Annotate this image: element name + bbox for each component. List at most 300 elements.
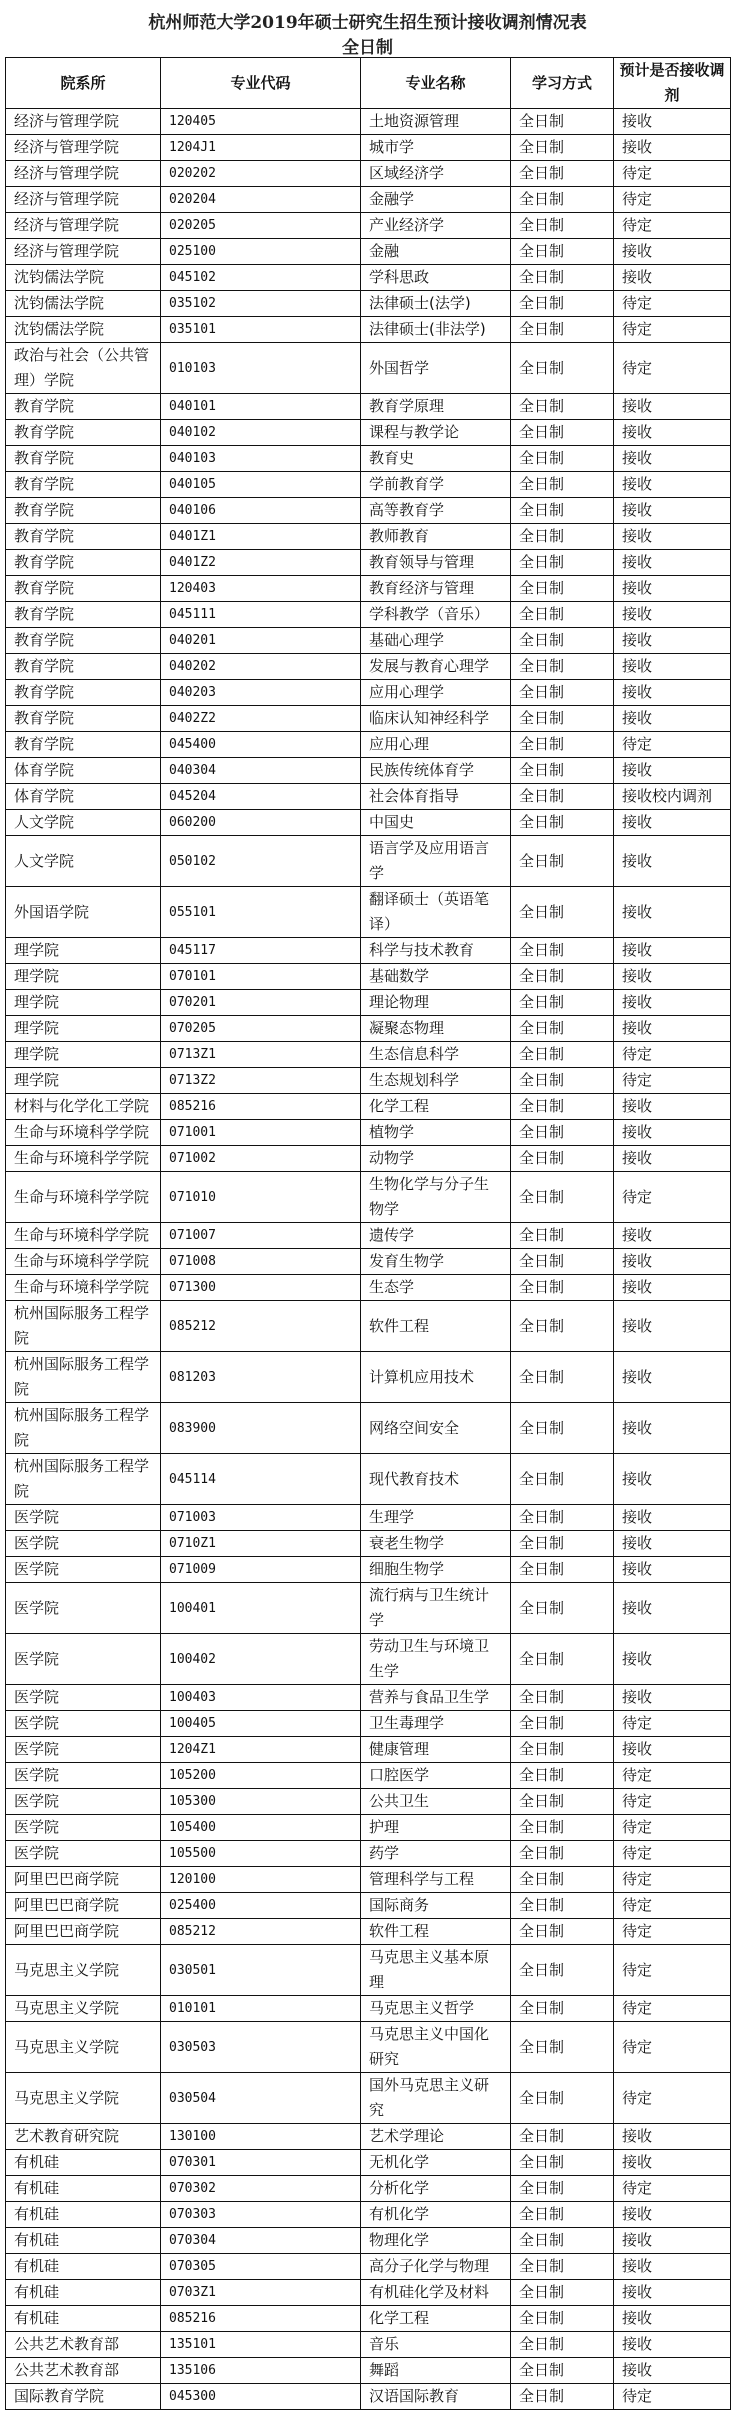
adjustment-status-cell: 接收 — [614, 1557, 731, 1583]
major-name-cell: 生态规划科学 — [361, 1068, 511, 1094]
table-row — [6, 2073, 731, 2124]
adjustment-status-cell: 待定 — [614, 187, 731, 213]
department-cell: 教育学院 — [6, 680, 161, 706]
major-name-cell: 生态信息科学 — [361, 1042, 511, 1068]
study-mode-cell: 全日制 — [511, 1841, 614, 1867]
study-mode-cell: 全日制 — [511, 135, 614, 161]
table-row — [6, 2332, 731, 2358]
major-name-cell: 基础心理学 — [361, 628, 511, 654]
table-row — [6, 420, 731, 446]
major-name-cell: 软件工程 — [361, 1919, 511, 1945]
major-name-cell: 临床认知神经科学 — [361, 706, 511, 732]
study-mode-cell: 全日制 — [511, 1737, 614, 1763]
major-code-cell: 0401Z2 — [161, 550, 361, 576]
major-name-cell: 物理化学 — [361, 2228, 511, 2254]
adjustment-status-cell: 待定 — [614, 1945, 731, 1996]
major-code-cell: 085212 — [161, 1301, 361, 1352]
major-name-cell: 无机化学 — [361, 2150, 511, 2176]
major-code-cell: 040202 — [161, 654, 361, 680]
study-mode-cell: 全日制 — [511, 420, 614, 446]
major-code-cell: 025100 — [161, 239, 361, 265]
major-code-cell: 0401Z1 — [161, 524, 361, 550]
study-mode-cell: 全日制 — [511, 1763, 614, 1789]
major-code-cell: 1204Z1 — [161, 1737, 361, 1763]
department-cell: 教育学院 — [6, 550, 161, 576]
adjustment-status-cell: 待定 — [614, 213, 731, 239]
major-name-cell: 生态学 — [361, 1275, 511, 1301]
study-mode-cell: 全日制 — [511, 1685, 614, 1711]
department-cell: 体育学院 — [6, 784, 161, 810]
department-cell: 生命与环境科学学院 — [6, 1249, 161, 1275]
table-row — [6, 1583, 731, 1634]
table-row — [6, 628, 731, 654]
major-name-cell: 艺术学理论 — [361, 2124, 511, 2150]
major-name-cell: 产业经济学 — [361, 213, 511, 239]
adjustment-status-cell: 接收 — [614, 628, 731, 654]
study-mode-cell: 全日制 — [511, 2254, 614, 2280]
study-mode-cell: 全日制 — [511, 524, 614, 550]
study-mode-cell: 全日制 — [511, 836, 614, 887]
major-name-cell: 舞蹈 — [361, 2358, 511, 2384]
major-name-cell: 衰老生物学 — [361, 1531, 511, 1557]
study-mode-cell: 全日制 — [511, 1223, 614, 1249]
department-cell: 有机硅 — [6, 2254, 161, 2280]
major-name-cell: 凝聚态物理 — [361, 1016, 511, 1042]
study-mode-cell: 全日制 — [511, 1249, 614, 1275]
study-mode-cell: 全日制 — [511, 1583, 614, 1634]
major-name-cell: 卫生毒理学 — [361, 1711, 511, 1737]
table-row — [6, 654, 731, 680]
major-code-cell: 020202 — [161, 161, 361, 187]
department-cell: 杭州国际服务工程学院 — [6, 1454, 161, 1505]
adjustment-status-cell: 接收 — [614, 2332, 731, 2358]
department-cell: 外国语学院 — [6, 887, 161, 938]
table-row — [6, 1711, 731, 1737]
adjustment-status-cell: 接收 — [614, 472, 731, 498]
major-name-cell: 护理 — [361, 1815, 511, 1841]
department-cell: 生命与环境科学学院 — [6, 1223, 161, 1249]
table-row — [6, 550, 731, 576]
major-code-cell: 060200 — [161, 810, 361, 836]
adjustment-status-cell: 待定 — [614, 1789, 731, 1815]
study-mode-cell: 全日制 — [511, 576, 614, 602]
major-code-cell: 0703Z1 — [161, 2280, 361, 2306]
major-code-cell: 070301 — [161, 2150, 361, 2176]
department-cell: 人文学院 — [6, 810, 161, 836]
major-code-cell: 040201 — [161, 628, 361, 654]
study-mode-cell: 全日制 — [511, 1531, 614, 1557]
major-name-cell: 金融 — [361, 239, 511, 265]
adjustment-status-cell: 待定 — [614, 1042, 731, 1068]
adjustment-status-cell: 接收 — [614, 758, 731, 784]
major-name-cell: 法律硕士(非法学) — [361, 317, 511, 343]
department-cell: 医学院 — [6, 1841, 161, 1867]
table-row — [6, 1841, 731, 1867]
adjustment-status-cell: 接收 — [614, 2202, 731, 2228]
adjustment-status-cell: 接收 — [614, 2124, 731, 2150]
study-mode-cell: 全日制 — [511, 1996, 614, 2022]
study-mode-cell: 全日制 — [511, 343, 614, 394]
major-name-cell: 药学 — [361, 1841, 511, 1867]
department-cell: 政治与社会（公共管理）学院 — [6, 343, 161, 394]
adjustment-status-cell: 接收 — [614, 1583, 731, 1634]
major-code-cell: 1204J1 — [161, 135, 361, 161]
department-cell: 教育学院 — [6, 420, 161, 446]
table-row — [6, 2228, 731, 2254]
study-mode-cell: 全日制 — [511, 2150, 614, 2176]
department-cell: 教育学院 — [6, 498, 161, 524]
major-code-cell: 045117 — [161, 938, 361, 964]
major-name-cell: 学科思政 — [361, 265, 511, 291]
table-row — [6, 2176, 731, 2202]
major-code-cell: 130100 — [161, 2124, 361, 2150]
major-code-cell: 045400 — [161, 732, 361, 758]
study-mode-cell: 全日制 — [511, 887, 614, 938]
adjustment-status-cell: 接收 — [614, 1016, 731, 1042]
table-row — [6, 524, 731, 550]
study-mode-cell: 全日制 — [511, 1919, 614, 1945]
department-cell: 人文学院 — [6, 836, 161, 887]
adjustment-status-cell: 待定 — [614, 1763, 731, 1789]
study-mode-cell: 全日制 — [511, 1146, 614, 1172]
department-cell: 阿里巴巴商学院 — [6, 1867, 161, 1893]
study-mode-cell: 全日制 — [511, 1789, 614, 1815]
major-code-cell: 030503 — [161, 2022, 361, 2073]
study-mode-cell: 全日制 — [511, 964, 614, 990]
table-row — [6, 1996, 731, 2022]
adjustment-status-cell: 接收 — [614, 1531, 731, 1557]
major-code-cell: 105300 — [161, 1789, 361, 1815]
department-cell: 教育学院 — [6, 576, 161, 602]
department-cell: 生命与环境科学学院 — [6, 1120, 161, 1146]
adjustment-status-cell: 接收 — [614, 602, 731, 628]
department-cell: 阿里巴巴商学院 — [6, 1919, 161, 1945]
major-code-cell: 035101 — [161, 317, 361, 343]
department-cell: 经济与管理学院 — [6, 187, 161, 213]
major-code-cell: 020204 — [161, 187, 361, 213]
table-row — [6, 472, 731, 498]
major-name-cell: 教育领导与管理 — [361, 550, 511, 576]
table-row — [6, 576, 731, 602]
table-row — [6, 758, 731, 784]
major-name-cell: 营养与食品卫生学 — [361, 1685, 511, 1711]
table-row — [6, 1531, 731, 1557]
table-row — [6, 680, 731, 706]
major-name-cell: 分析化学 — [361, 2176, 511, 2202]
table-row — [6, 2358, 731, 2384]
study-mode-cell: 全日制 — [511, 990, 614, 1016]
department-cell: 公共艺术教育部 — [6, 2332, 161, 2358]
study-mode-cell: 全日制 — [511, 550, 614, 576]
table-row — [6, 964, 731, 990]
department-cell: 教育学院 — [6, 628, 161, 654]
major-code-cell: 070205 — [161, 1016, 361, 1042]
study-mode-cell: 全日制 — [511, 1711, 614, 1737]
study-mode-cell: 全日制 — [511, 2124, 614, 2150]
adjustment-status-cell: 接收 — [614, 2150, 731, 2176]
page-title: 杭州师范大学2019年硕士研究生招生预计接收调剂情况表 — [148, 13, 587, 33]
department-cell: 医学院 — [6, 1763, 161, 1789]
department-cell: 有机硅 — [6, 2150, 161, 2176]
study-mode-cell: 全日制 — [511, 1275, 614, 1301]
major-name-cell: 土地资源管理 — [361, 109, 511, 135]
study-mode-cell: 全日制 — [511, 1945, 614, 1996]
major-name-cell: 应用心理 — [361, 732, 511, 758]
header-study-mode: 学习方式 — [511, 58, 614, 109]
major-name-cell: 教育史 — [361, 446, 511, 472]
major-name-cell: 国际商务 — [361, 1893, 511, 1919]
department-cell: 医学院 — [6, 1634, 161, 1685]
department-cell: 理学院 — [6, 938, 161, 964]
major-name-cell: 化学工程 — [361, 2306, 511, 2332]
study-mode-cell: 全日制 — [511, 2332, 614, 2358]
department-cell: 马克思主义学院 — [6, 2022, 161, 2073]
study-mode-cell: 全日制 — [511, 654, 614, 680]
adjustment-status-cell: 待定 — [614, 1919, 731, 1945]
study-mode-cell: 全日制 — [511, 2358, 614, 2384]
major-code-cell: 050102 — [161, 836, 361, 887]
major-code-cell: 040304 — [161, 758, 361, 784]
adjustment-status-cell: 待定 — [614, 2022, 731, 2073]
major-code-cell: 010103 — [161, 343, 361, 394]
adjustment-status-cell: 待定 — [614, 317, 731, 343]
table-row — [6, 1146, 731, 1172]
department-cell: 国际教育学院 — [6, 2384, 161, 2410]
table-row — [6, 135, 731, 161]
major-code-cell: 085216 — [161, 2306, 361, 2332]
major-name-cell: 科学与技术教育 — [361, 938, 511, 964]
adjustment-status-cell: 接收 — [614, 2358, 731, 2384]
table-row — [6, 1634, 731, 1685]
major-code-cell: 120403 — [161, 576, 361, 602]
adjustment-status-cell: 接收 — [614, 135, 731, 161]
study-mode-cell: 全日制 — [511, 472, 614, 498]
study-mode-cell: 全日制 — [511, 446, 614, 472]
adjustment-status-cell: 接收 — [614, 1403, 731, 1454]
major-name-cell: 公共卫生 — [361, 1789, 511, 1815]
adjustment-status-cell: 接收 — [614, 550, 731, 576]
major-name-cell: 口腔医学 — [361, 1763, 511, 1789]
table-row — [6, 2150, 731, 2176]
department-cell: 有机硅 — [6, 2280, 161, 2306]
department-cell: 教育学院 — [6, 394, 161, 420]
major-code-cell: 035102 — [161, 291, 361, 317]
major-name-cell: 马克思主义哲学 — [361, 1996, 511, 2022]
study-mode-cell: 全日制 — [511, 265, 614, 291]
table-row — [6, 109, 731, 135]
table-row — [6, 213, 731, 239]
adjustment-status-cell: 接收 — [614, 2280, 731, 2306]
study-mode-cell: 全日制 — [511, 1505, 614, 1531]
major-code-cell: 0402Z2 — [161, 706, 361, 732]
table-row — [6, 1685, 731, 1711]
major-code-cell: 025400 — [161, 1893, 361, 1919]
major-name-cell: 教育经济与管理 — [361, 576, 511, 602]
major-name-cell: 音乐 — [361, 2332, 511, 2358]
table-row — [6, 1763, 731, 1789]
adjustment-status-cell: 接收 — [614, 654, 731, 680]
major-code-cell: 071001 — [161, 1120, 361, 1146]
major-code-cell: 0710Z1 — [161, 1531, 361, 1557]
adjustment-status-cell: 接收 — [614, 1685, 731, 1711]
adjustment-status-cell: 接收 — [614, 2254, 731, 2280]
adjustment-status-cell: 接收 — [614, 394, 731, 420]
department-cell: 经济与管理学院 — [6, 239, 161, 265]
study-mode-cell: 全日制 — [511, 758, 614, 784]
major-name-cell: 学前教育学 — [361, 472, 511, 498]
department-cell: 经济与管理学院 — [6, 109, 161, 135]
table-row — [6, 1945, 731, 1996]
adjustment-status-cell: 接收 — [614, 1634, 731, 1685]
major-name-cell: 马克思主义基本原理 — [361, 1945, 511, 1996]
adjustment-status-cell: 接收 — [614, 990, 731, 1016]
table-row — [6, 265, 731, 291]
major-name-cell: 遗传学 — [361, 1223, 511, 1249]
department-cell: 医学院 — [6, 1531, 161, 1557]
major-code-cell: 120405 — [161, 109, 361, 135]
table-row — [6, 990, 731, 1016]
major-name-cell: 流行病与卫生统计学 — [361, 1583, 511, 1634]
adjustment-status-cell: 接收 — [614, 420, 731, 446]
table-row — [6, 2124, 731, 2150]
table-row — [6, 1068, 731, 1094]
study-mode-cell: 全日制 — [511, 1068, 614, 1094]
study-mode-cell: 全日制 — [511, 317, 614, 343]
department-cell: 杭州国际服务工程学院 — [6, 1403, 161, 1454]
department-cell: 理学院 — [6, 1016, 161, 1042]
study-mode-cell: 全日制 — [511, 213, 614, 239]
major-name-cell: 生物化学与分子生物学 — [361, 1172, 511, 1223]
major-name-cell: 软件工程 — [361, 1301, 511, 1352]
major-code-cell: 0713Z2 — [161, 1068, 361, 1094]
table-row — [6, 1275, 731, 1301]
major-name-cell: 化学工程 — [361, 1094, 511, 1120]
department-cell: 生命与环境科学学院 — [6, 1172, 161, 1223]
table-row — [6, 1120, 731, 1146]
table-row — [6, 836, 731, 887]
department-cell: 有机硅 — [6, 2202, 161, 2228]
table-row — [6, 2254, 731, 2280]
major-code-cell: 070101 — [161, 964, 361, 990]
department-cell: 体育学院 — [6, 758, 161, 784]
adjustment-status-cell: 待定 — [614, 1711, 731, 1737]
study-mode-cell: 全日制 — [511, 1352, 614, 1403]
major-code-cell: 040102 — [161, 420, 361, 446]
adjustment-status-cell: 接收 — [614, 1737, 731, 1763]
department-cell: 公共艺术教育部 — [6, 2358, 161, 2384]
major-name-cell: 教育学原理 — [361, 394, 511, 420]
major-name-cell: 发展与教育心理学 — [361, 654, 511, 680]
major-name-cell: 生理学 — [361, 1505, 511, 1531]
table-row — [6, 1454, 731, 1505]
department-cell: 沈钧儒法学院 — [6, 265, 161, 291]
table-row — [6, 1557, 731, 1583]
adjustment-status-cell: 接收 — [614, 109, 731, 135]
header-major-code: 专业代码 — [161, 58, 361, 109]
study-mode-cell: 全日制 — [511, 2228, 614, 2254]
major-code-cell: 070302 — [161, 2176, 361, 2202]
adjustment-status-cell: 待定 — [614, 1815, 731, 1841]
adjustment-status-cell: 接收 — [614, 576, 731, 602]
major-code-cell: 070304 — [161, 2228, 361, 2254]
table-row — [6, 1223, 731, 1249]
major-name-cell: 金融学 — [361, 187, 511, 213]
adjustment-status-cell: 接收 — [614, 1505, 731, 1531]
major-code-cell: 100403 — [161, 1685, 361, 1711]
major-name-cell: 翻译硕士（英语笔译） — [361, 887, 511, 938]
major-name-cell: 中国史 — [361, 810, 511, 836]
adjustment-status-cell: 待定 — [614, 1867, 731, 1893]
department-cell: 医学院 — [6, 1815, 161, 1841]
major-code-cell: 030504 — [161, 2073, 361, 2124]
adjustment-status-cell: 待定 — [614, 2384, 731, 2410]
major-name-cell: 马克思主义中国化研究 — [361, 2022, 511, 2073]
study-mode-cell: 全日制 — [511, 810, 614, 836]
department-cell: 马克思主义学院 — [6, 1996, 161, 2022]
department-cell: 医学院 — [6, 1685, 161, 1711]
major-code-cell: 100402 — [161, 1634, 361, 1685]
department-cell: 经济与管理学院 — [6, 161, 161, 187]
table-row — [6, 1737, 731, 1763]
department-cell: 医学院 — [6, 1557, 161, 1583]
adjustment-status-cell: 接收 — [614, 1352, 731, 1403]
major-code-cell: 040106 — [161, 498, 361, 524]
study-mode-cell: 全日制 — [511, 1016, 614, 1042]
study-mode-cell: 全日制 — [511, 2384, 614, 2410]
adjustment-status-cell: 接收 — [614, 2228, 731, 2254]
major-code-cell: 045204 — [161, 784, 361, 810]
study-mode-cell: 全日制 — [511, 1867, 614, 1893]
study-mode-cell: 全日制 — [511, 1815, 614, 1841]
major-code-cell: 070201 — [161, 990, 361, 1016]
major-code-cell: 045300 — [161, 2384, 361, 2410]
adjustment-status-cell: 接收 — [614, 1454, 731, 1505]
study-mode-cell: 全日制 — [511, 2280, 614, 2306]
table-row — [6, 887, 731, 938]
table-row — [6, 1403, 731, 1454]
adjustment-status-cell: 接收 — [614, 524, 731, 550]
table-row — [6, 732, 731, 758]
department-cell: 杭州国际服务工程学院 — [6, 1301, 161, 1352]
department-cell: 教育学院 — [6, 472, 161, 498]
major-name-cell: 植物学 — [361, 1120, 511, 1146]
major-name-cell: 应用心理学 — [361, 680, 511, 706]
major-name-cell: 现代教育技术 — [361, 1454, 511, 1505]
adjustment-status-cell: 待定 — [614, 343, 731, 394]
table-row — [6, 1815, 731, 1841]
study-mode-cell: 全日制 — [511, 239, 614, 265]
major-name-cell: 高等教育学 — [361, 498, 511, 524]
major-code-cell: 070305 — [161, 2254, 361, 2280]
department-cell: 沈钧儒法学院 — [6, 317, 161, 343]
adjustment-status-cell: 接收校内调剂 — [614, 784, 731, 810]
department-cell: 医学院 — [6, 1737, 161, 1763]
header-department: 院系所 — [6, 58, 161, 109]
table-header-row — [6, 58, 731, 109]
table-row — [6, 2022, 731, 2073]
study-mode-cell: 全日制 — [511, 1172, 614, 1223]
adjustment-status-cell: 待定 — [614, 2073, 731, 2124]
adjustment-status-cell: 接收 — [614, 239, 731, 265]
adjustment-status-cell: 接收 — [614, 836, 731, 887]
major-code-cell: 100405 — [161, 1711, 361, 1737]
adjustment-status-cell: 接收 — [614, 446, 731, 472]
major-name-cell: 国外马克思主义研究 — [361, 2073, 511, 2124]
major-code-cell: 020205 — [161, 213, 361, 239]
table-row — [6, 187, 731, 213]
major-code-cell: 120100 — [161, 1867, 361, 1893]
header-adjustment-status: 预计是否接收调剂 — [614, 58, 731, 109]
